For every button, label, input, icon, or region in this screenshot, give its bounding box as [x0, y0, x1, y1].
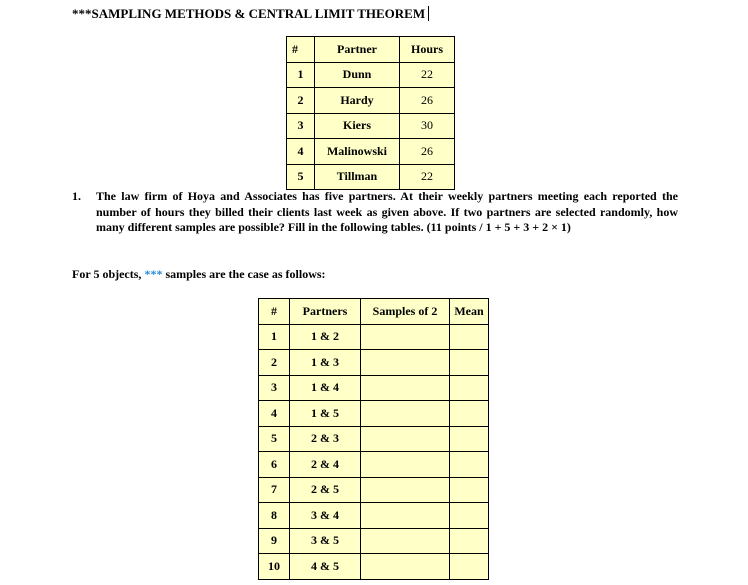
sample-partners: 2 & 5 [290, 477, 361, 503]
sample-num: 6 [259, 452, 290, 478]
sample-cell[interactable] [361, 554, 450, 580]
sample-num: 4 [259, 401, 290, 427]
partner-hours: 26 [400, 139, 455, 165]
mean-cell[interactable] [450, 452, 489, 478]
samples-intro [72, 267, 326, 282]
mean-cell[interactable] [450, 503, 489, 529]
sample-num: 8 [259, 503, 290, 529]
document-title [72, 6, 429, 22]
sample-num: 5 [259, 426, 290, 452]
partner-hours: 30 [400, 113, 455, 139]
sample-partners: 4 & 5 [290, 554, 361, 580]
sample-cell[interactable] [361, 426, 450, 452]
table-row [259, 375, 489, 401]
partner-name: Hardy [315, 88, 400, 114]
sample-cell[interactable] [361, 324, 450, 350]
header-mean: Mean [450, 299, 489, 325]
mean-cell[interactable] [450, 477, 489, 503]
table-row [259, 477, 489, 503]
sample-num: 2 [259, 350, 290, 376]
header-num: # [259, 299, 290, 325]
mean-cell[interactable] [450, 375, 489, 401]
text-cursor [428, 6, 429, 21]
partner-num: 2 [287, 88, 315, 114]
sample-cell[interactable] [361, 375, 450, 401]
table-row [259, 324, 489, 350]
title-text: ***SAMPLING METHODS & CENTRAL LIMIT THEOREM [72, 6, 426, 21]
sample-partners: 1 & 2 [290, 324, 361, 350]
table-row [287, 113, 455, 139]
table-row [259, 503, 489, 529]
header-num: # [287, 37, 315, 63]
partner-num: 4 [287, 139, 315, 165]
table-row [259, 554, 489, 580]
question-number: 1. [72, 189, 81, 203]
sample-cell[interactable] [361, 401, 450, 427]
question-1 [72, 189, 678, 236]
partners-table [286, 36, 455, 190]
samples-table [258, 298, 489, 580]
sample-cell[interactable] [361, 528, 450, 554]
table-row [259, 528, 489, 554]
table-row [259, 426, 489, 452]
header-hours: Hours [400, 37, 455, 63]
header-partners: Partners [290, 299, 361, 325]
table-row [259, 401, 489, 427]
mean-cell[interactable] [450, 350, 489, 376]
sample-cell[interactable] [361, 452, 450, 478]
partner-num: 5 [287, 164, 315, 190]
sample-cell[interactable] [361, 350, 450, 376]
mean-cell[interactable] [450, 554, 489, 580]
sample-num: 7 [259, 477, 290, 503]
table-row [287, 139, 455, 165]
sample-partners: 2 & 3 [290, 426, 361, 452]
samples-header-row [259, 299, 489, 325]
partner-name: Tillman [315, 164, 400, 190]
sample-partners: 3 & 5 [290, 528, 361, 554]
intro-suffix: samples are the case as follows: [162, 267, 326, 281]
sample-num: 9 [259, 528, 290, 554]
sample-num: 10 [259, 554, 290, 580]
table-row [287, 164, 455, 190]
table-row [259, 350, 489, 376]
partners-header-row [287, 37, 455, 63]
sample-cell[interactable] [361, 503, 450, 529]
partner-hours: 22 [400, 62, 455, 88]
sample-num: 3 [259, 375, 290, 401]
mean-cell[interactable] [450, 401, 489, 427]
sample-partners: 3 & 4 [290, 503, 361, 529]
sample-partners: 1 & 4 [290, 375, 361, 401]
sample-cell[interactable] [361, 477, 450, 503]
sample-partners: 2 & 4 [290, 452, 361, 478]
partner-num: 3 [287, 113, 315, 139]
intro-prefix: For 5 objects, [72, 267, 145, 281]
sample-partners: 1 & 3 [290, 350, 361, 376]
question-text: The law firm of Hoya and Associates has five partners. At their weekly partners meeting each reported the number of hours they billed their clients last week as given above. If two partners are selected randomly, how many different samples are possible? Fill in the following tables. (11 points / 1 + 5 + 3 + 2 × 1) [96, 189, 678, 234]
partner-num: 1 [287, 62, 315, 88]
sample-partners: 1 & 5 [290, 401, 361, 427]
mean-cell[interactable] [450, 528, 489, 554]
mean-cell[interactable] [450, 324, 489, 350]
partner-hours: 22 [400, 164, 455, 190]
mean-cell[interactable] [450, 426, 489, 452]
table-row [259, 452, 489, 478]
header-samples: Samples of 2 [361, 299, 450, 325]
header-partner: Partner [315, 37, 400, 63]
partner-name: Dunn [315, 62, 400, 88]
partner-hours: 26 [400, 88, 455, 114]
table-row [287, 88, 455, 114]
answer-placeholder: *** [144, 267, 163, 281]
table-row [287, 62, 455, 88]
partner-name: Kiers [315, 113, 400, 139]
sample-num: 1 [259, 324, 290, 350]
partner-name: Malinowski [315, 139, 400, 165]
